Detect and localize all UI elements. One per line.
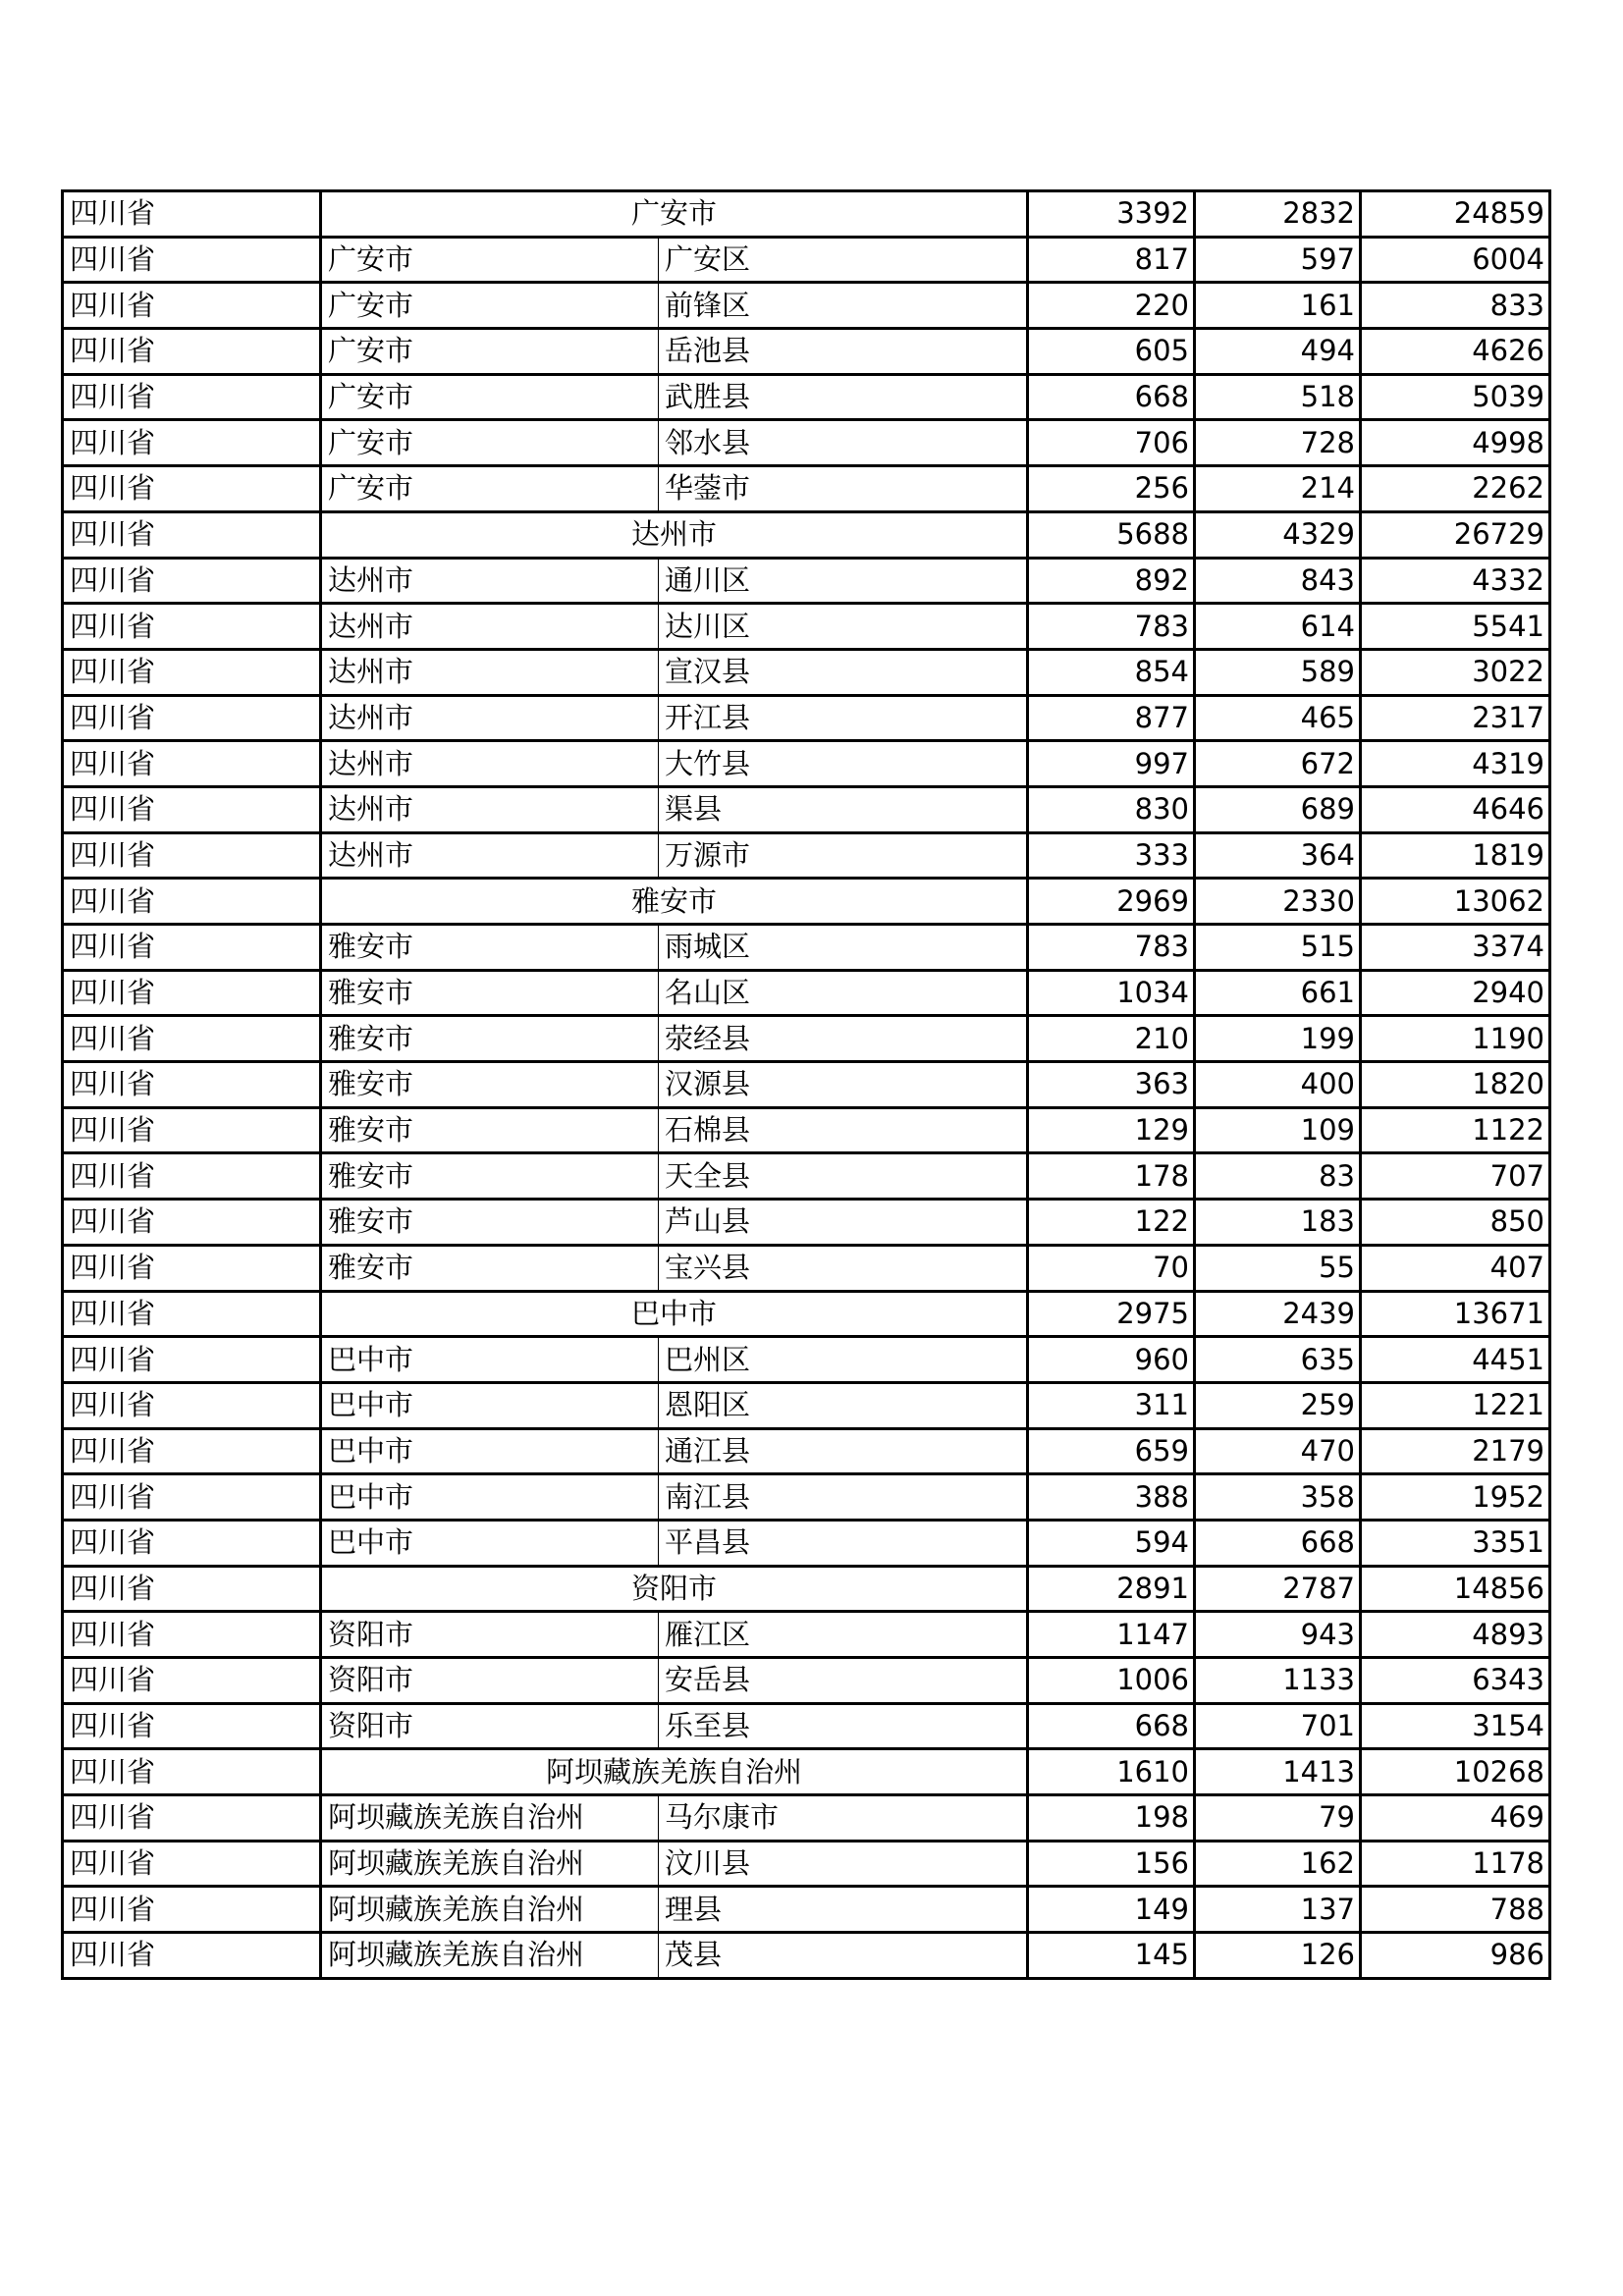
value-1-cell: 877 — [1028, 695, 1195, 741]
city-subtotal-cell: 巴中市 — [321, 1291, 1028, 1337]
city-cell: 雅安市 — [321, 1153, 659, 1200]
value-2-cell: 1413 — [1195, 1749, 1361, 1795]
province-cell: 四川省 — [63, 695, 321, 741]
value-2-cell: 358 — [1195, 1474, 1361, 1521]
province-cell: 四川省 — [63, 1795, 321, 1842]
value-3-cell: 6343 — [1361, 1658, 1550, 1704]
province-cell: 四川省 — [63, 329, 321, 375]
table-row — [63, 1245, 1550, 1291]
county-cell: 万源市 — [659, 832, 1028, 879]
county-cell: 芦山县 — [659, 1200, 1028, 1246]
county-cell: 武胜县 — [659, 374, 1028, 420]
value-1-cell: 668 — [1028, 1703, 1195, 1749]
province-cell: 四川省 — [63, 1153, 321, 1200]
value-1-cell: 220 — [1028, 283, 1195, 329]
value-3-cell: 833 — [1361, 283, 1550, 329]
value-2-cell: 161 — [1195, 283, 1361, 329]
table-row — [63, 1795, 1550, 1842]
table-row — [63, 329, 1550, 375]
province-cell: 四川省 — [63, 374, 321, 420]
value-3-cell: 2179 — [1361, 1428, 1550, 1474]
province-cell: 四川省 — [63, 879, 321, 925]
city-cell: 广安市 — [321, 466, 659, 512]
county-cell: 雨城区 — [659, 925, 1028, 971]
city-cell: 资阳市 — [321, 1703, 659, 1749]
value-2-cell: 701 — [1195, 1703, 1361, 1749]
value-1-cell: 854 — [1028, 649, 1195, 695]
table-row — [63, 1337, 1550, 1383]
value-3-cell: 3022 — [1361, 649, 1550, 695]
value-3-cell: 788 — [1361, 1887, 1550, 1933]
city-cell: 达州市 — [321, 604, 659, 650]
county-cell: 理县 — [659, 1887, 1028, 1933]
value-2-cell: 672 — [1195, 741, 1361, 787]
county-cell: 渠县 — [659, 786, 1028, 832]
value-1-cell: 830 — [1028, 786, 1195, 832]
city-subtotal-cell: 阿坝藏族羌族自治州 — [321, 1749, 1028, 1795]
table-row — [63, 695, 1550, 741]
province-cell: 四川省 — [63, 1200, 321, 1246]
value-1-cell: 256 — [1028, 466, 1195, 512]
table-row — [63, 1520, 1550, 1566]
city-cell: 雅安市 — [321, 1062, 659, 1108]
value-3-cell: 5541 — [1361, 604, 1550, 650]
value-2-cell: 162 — [1195, 1841, 1361, 1887]
table-row — [63, 1887, 1550, 1933]
value-2-cell: 199 — [1195, 1016, 1361, 1062]
city-cell: 广安市 — [321, 374, 659, 420]
value-1-cell: 145 — [1028, 1933, 1195, 1979]
province-cell: 四川省 — [63, 1520, 321, 1566]
value-2-cell: 183 — [1195, 1200, 1361, 1246]
province-cell: 四川省 — [63, 604, 321, 650]
value-1-cell: 311 — [1028, 1382, 1195, 1428]
value-3-cell: 26729 — [1361, 511, 1550, 558]
value-2-cell: 494 — [1195, 329, 1361, 375]
table-row — [63, 1062, 1550, 1108]
value-1-cell: 5688 — [1028, 511, 1195, 558]
table-row — [63, 1107, 1550, 1153]
table-row — [63, 1841, 1550, 1887]
province-cell: 四川省 — [63, 1062, 321, 1108]
city-cell: 阿坝藏族羌族自治州 — [321, 1887, 659, 1933]
subtotal-row — [63, 1291, 1550, 1337]
value-2-cell: 943 — [1195, 1612, 1361, 1658]
city-subtotal-cell: 雅安市 — [321, 879, 1028, 925]
value-2-cell: 728 — [1195, 420, 1361, 466]
value-1-cell: 210 — [1028, 1016, 1195, 1062]
province-cell: 四川省 — [63, 1566, 321, 1612]
county-cell: 巴州区 — [659, 1337, 1028, 1383]
value-2-cell: 259 — [1195, 1382, 1361, 1428]
value-3-cell: 4451 — [1361, 1337, 1550, 1383]
value-3-cell: 10268 — [1361, 1749, 1550, 1795]
county-cell: 天全县 — [659, 1153, 1028, 1200]
value-2-cell: 614 — [1195, 604, 1361, 650]
value-1-cell: 333 — [1028, 832, 1195, 879]
value-2-cell: 2832 — [1195, 191, 1361, 238]
province-cell: 四川省 — [63, 1016, 321, 1062]
province-cell: 四川省 — [63, 1887, 321, 1933]
value-3-cell: 3154 — [1361, 1703, 1550, 1749]
city-cell: 广安市 — [321, 420, 659, 466]
value-3-cell: 3374 — [1361, 925, 1550, 971]
value-3-cell: 4332 — [1361, 558, 1550, 604]
value-1-cell: 156 — [1028, 1841, 1195, 1887]
value-2-cell: 465 — [1195, 695, 1361, 741]
city-cell: 资阳市 — [321, 1658, 659, 1704]
value-1-cell: 659 — [1028, 1428, 1195, 1474]
value-3-cell: 707 — [1361, 1153, 1550, 1200]
city-cell: 达州市 — [321, 786, 659, 832]
province-cell: 四川省 — [63, 1612, 321, 1658]
county-cell: 平昌县 — [659, 1520, 1028, 1566]
county-cell: 岳池县 — [659, 329, 1028, 375]
province-cell: 四川省 — [63, 191, 321, 238]
value-3-cell: 1190 — [1361, 1016, 1550, 1062]
county-cell: 大竹县 — [659, 741, 1028, 787]
value-1-cell: 594 — [1028, 1520, 1195, 1566]
province-cell: 四川省 — [63, 1291, 321, 1337]
value-1-cell: 2969 — [1028, 879, 1195, 925]
province-cell: 四川省 — [63, 283, 321, 329]
value-1-cell: 363 — [1028, 1062, 1195, 1108]
value-3-cell: 3351 — [1361, 1520, 1550, 1566]
county-cell: 乐至县 — [659, 1703, 1028, 1749]
value-2-cell: 400 — [1195, 1062, 1361, 1108]
subtotal-row — [63, 511, 1550, 558]
county-cell: 安岳县 — [659, 1658, 1028, 1704]
value-3-cell: 2940 — [1361, 970, 1550, 1016]
county-cell: 宣汉县 — [659, 649, 1028, 695]
value-3-cell: 1122 — [1361, 1107, 1550, 1153]
value-3-cell: 1819 — [1361, 832, 1550, 879]
province-cell: 四川省 — [63, 786, 321, 832]
value-3-cell: 4626 — [1361, 329, 1550, 375]
city-cell: 雅安市 — [321, 925, 659, 971]
province-cell: 四川省 — [63, 466, 321, 512]
city-subtotal-cell: 广安市 — [321, 191, 1028, 238]
value-1-cell: 2975 — [1028, 1291, 1195, 1337]
value-2-cell: 83 — [1195, 1153, 1361, 1200]
value-2-cell: 661 — [1195, 970, 1361, 1016]
province-cell: 四川省 — [63, 741, 321, 787]
county-cell: 荥经县 — [659, 1016, 1028, 1062]
value-2-cell: 668 — [1195, 1520, 1361, 1566]
value-1-cell: 783 — [1028, 604, 1195, 650]
city-cell: 达州市 — [321, 832, 659, 879]
county-cell: 前锋区 — [659, 283, 1028, 329]
value-1-cell: 198 — [1028, 1795, 1195, 1842]
value-1-cell: 178 — [1028, 1153, 1195, 1200]
province-cell: 四川省 — [63, 1933, 321, 1979]
table-row — [63, 649, 1550, 695]
table-row — [63, 1612, 1550, 1658]
county-cell: 雁江区 — [659, 1612, 1028, 1658]
table-row — [63, 1703, 1550, 1749]
table-row — [63, 237, 1550, 283]
value-1-cell: 1034 — [1028, 970, 1195, 1016]
value-2-cell: 55 — [1195, 1245, 1361, 1291]
table-row — [63, 420, 1550, 466]
value-1-cell: 3392 — [1028, 191, 1195, 238]
province-cell: 四川省 — [63, 1107, 321, 1153]
province-cell: 四川省 — [63, 1841, 321, 1887]
value-3-cell: 2317 — [1361, 695, 1550, 741]
city-cell: 巴中市 — [321, 1428, 659, 1474]
subtotal-row — [63, 1566, 1550, 1612]
city-cell: 阿坝藏族羌族自治州 — [321, 1795, 659, 1842]
value-3-cell: 24859 — [1361, 191, 1550, 238]
value-2-cell: 518 — [1195, 374, 1361, 420]
value-2-cell: 137 — [1195, 1887, 1361, 1933]
value-1-cell: 388 — [1028, 1474, 1195, 1521]
subtotal-row — [63, 191, 1550, 238]
value-1-cell: 892 — [1028, 558, 1195, 604]
province-cell: 四川省 — [63, 1428, 321, 1474]
province-cell: 四川省 — [63, 237, 321, 283]
value-2-cell: 589 — [1195, 649, 1361, 695]
county-cell: 石棉县 — [659, 1107, 1028, 1153]
city-cell: 巴中市 — [321, 1382, 659, 1428]
county-cell: 恩阳区 — [659, 1382, 1028, 1428]
value-1-cell: 1006 — [1028, 1658, 1195, 1704]
table-row — [63, 1382, 1550, 1428]
value-2-cell: 689 — [1195, 786, 1361, 832]
value-1-cell: 122 — [1028, 1200, 1195, 1246]
value-3-cell: 1178 — [1361, 1841, 1550, 1887]
value-3-cell: 4893 — [1361, 1612, 1550, 1658]
table-row — [63, 374, 1550, 420]
subtotal-row — [63, 1749, 1550, 1795]
city-subtotal-cell: 达州市 — [321, 511, 1028, 558]
county-cell: 马尔康市 — [659, 1795, 1028, 1842]
county-cell: 通川区 — [659, 558, 1028, 604]
province-cell: 四川省 — [63, 925, 321, 971]
city-cell: 达州市 — [321, 649, 659, 695]
value-1-cell: 149 — [1028, 1887, 1195, 1933]
county-cell: 名山区 — [659, 970, 1028, 1016]
value-2-cell: 79 — [1195, 1795, 1361, 1842]
table-row — [63, 1153, 1550, 1200]
table-row — [63, 1474, 1550, 1521]
value-2-cell: 2330 — [1195, 879, 1361, 925]
city-cell: 雅安市 — [321, 1107, 659, 1153]
data-table — [61, 189, 1551, 1980]
value-3-cell: 986 — [1361, 1933, 1550, 1979]
value-2-cell: 2439 — [1195, 1291, 1361, 1337]
table-body — [63, 191, 1550, 1979]
city-cell: 巴中市 — [321, 1474, 659, 1521]
value-3-cell: 4319 — [1361, 741, 1550, 787]
table-row — [63, 970, 1550, 1016]
value-3-cell: 13062 — [1361, 879, 1550, 925]
city-cell: 阿坝藏族羌族自治州 — [321, 1933, 659, 1979]
value-2-cell: 109 — [1195, 1107, 1361, 1153]
value-3-cell: 14856 — [1361, 1566, 1550, 1612]
county-cell: 宝兴县 — [659, 1245, 1028, 1291]
subtotal-row — [63, 879, 1550, 925]
table-row — [63, 283, 1550, 329]
county-cell: 通江县 — [659, 1428, 1028, 1474]
county-cell: 茂县 — [659, 1933, 1028, 1979]
value-3-cell: 469 — [1361, 1795, 1550, 1842]
province-cell: 四川省 — [63, 1749, 321, 1795]
value-1-cell: 706 — [1028, 420, 1195, 466]
province-cell: 四川省 — [63, 832, 321, 879]
value-1-cell: 997 — [1028, 741, 1195, 787]
county-cell: 华蓥市 — [659, 466, 1028, 512]
city-cell: 达州市 — [321, 695, 659, 741]
city-cell: 雅安市 — [321, 1245, 659, 1291]
city-cell: 雅安市 — [321, 970, 659, 1016]
province-cell: 四川省 — [63, 1658, 321, 1704]
province-cell: 四川省 — [63, 558, 321, 604]
value-2-cell: 515 — [1195, 925, 1361, 971]
province-cell: 四川省 — [63, 1474, 321, 1521]
value-3-cell: 6004 — [1361, 237, 1550, 283]
value-1-cell: 668 — [1028, 374, 1195, 420]
value-1-cell: 960 — [1028, 1337, 1195, 1383]
value-3-cell: 1820 — [1361, 1062, 1550, 1108]
province-cell: 四川省 — [63, 1245, 321, 1291]
county-cell: 邻水县 — [659, 420, 1028, 466]
value-1-cell: 129 — [1028, 1107, 1195, 1153]
province-cell: 四川省 — [63, 1382, 321, 1428]
city-cell: 资阳市 — [321, 1612, 659, 1658]
table-row — [63, 466, 1550, 512]
value-3-cell: 5039 — [1361, 374, 1550, 420]
table-row — [63, 832, 1550, 879]
value-2-cell: 597 — [1195, 237, 1361, 283]
city-subtotal-cell: 资阳市 — [321, 1566, 1028, 1612]
value-1-cell: 817 — [1028, 237, 1195, 283]
city-cell: 雅安市 — [321, 1200, 659, 1246]
value-1-cell: 1147 — [1028, 1612, 1195, 1658]
value-3-cell: 1221 — [1361, 1382, 1550, 1428]
province-cell: 四川省 — [63, 970, 321, 1016]
value-2-cell: 635 — [1195, 1337, 1361, 1383]
value-3-cell: 2262 — [1361, 466, 1550, 512]
value-3-cell: 13671 — [1361, 1291, 1550, 1337]
value-2-cell: 214 — [1195, 466, 1361, 512]
value-3-cell: 407 — [1361, 1245, 1550, 1291]
value-2-cell: 4329 — [1195, 511, 1361, 558]
province-cell: 四川省 — [63, 511, 321, 558]
value-3-cell: 1952 — [1361, 1474, 1550, 1521]
county-cell: 汶川县 — [659, 1841, 1028, 1887]
value-2-cell: 470 — [1195, 1428, 1361, 1474]
city-cell: 阿坝藏族羌族自治州 — [321, 1841, 659, 1887]
table-row — [63, 1428, 1550, 1474]
city-cell: 达州市 — [321, 558, 659, 604]
county-cell: 开江县 — [659, 695, 1028, 741]
city-cell: 巴中市 — [321, 1337, 659, 1383]
province-cell: 四川省 — [63, 1337, 321, 1383]
table-row — [63, 925, 1550, 971]
table-row — [63, 741, 1550, 787]
city-cell: 广安市 — [321, 329, 659, 375]
value-1-cell: 1610 — [1028, 1749, 1195, 1795]
table-row — [63, 1200, 1550, 1246]
province-cell: 四川省 — [63, 1703, 321, 1749]
table-row — [63, 604, 1550, 650]
province-cell: 四川省 — [63, 420, 321, 466]
table-row — [63, 1016, 1550, 1062]
value-2-cell: 2787 — [1195, 1566, 1361, 1612]
province-cell: 四川省 — [63, 649, 321, 695]
table-row — [63, 1658, 1550, 1704]
value-1-cell: 2891 — [1028, 1566, 1195, 1612]
value-3-cell: 4998 — [1361, 420, 1550, 466]
value-3-cell: 850 — [1361, 1200, 1550, 1246]
value-2-cell: 126 — [1195, 1933, 1361, 1979]
value-1-cell: 70 — [1028, 1245, 1195, 1291]
county-cell: 广安区 — [659, 237, 1028, 283]
value-1-cell: 605 — [1028, 329, 1195, 375]
county-cell: 南江县 — [659, 1474, 1028, 1521]
county-cell: 达川区 — [659, 604, 1028, 650]
city-cell: 雅安市 — [321, 1016, 659, 1062]
city-cell: 广安市 — [321, 283, 659, 329]
value-3-cell: 4646 — [1361, 786, 1550, 832]
county-cell: 汉源县 — [659, 1062, 1028, 1108]
value-1-cell: 783 — [1028, 925, 1195, 971]
city-cell: 广安市 — [321, 237, 659, 283]
value-2-cell: 1133 — [1195, 1658, 1361, 1704]
table-row — [63, 558, 1550, 604]
city-cell: 巴中市 — [321, 1520, 659, 1566]
value-2-cell: 843 — [1195, 558, 1361, 604]
table-row — [63, 1933, 1550, 1979]
city-cell: 达州市 — [321, 741, 659, 787]
table-row — [63, 786, 1550, 832]
value-2-cell: 364 — [1195, 832, 1361, 879]
